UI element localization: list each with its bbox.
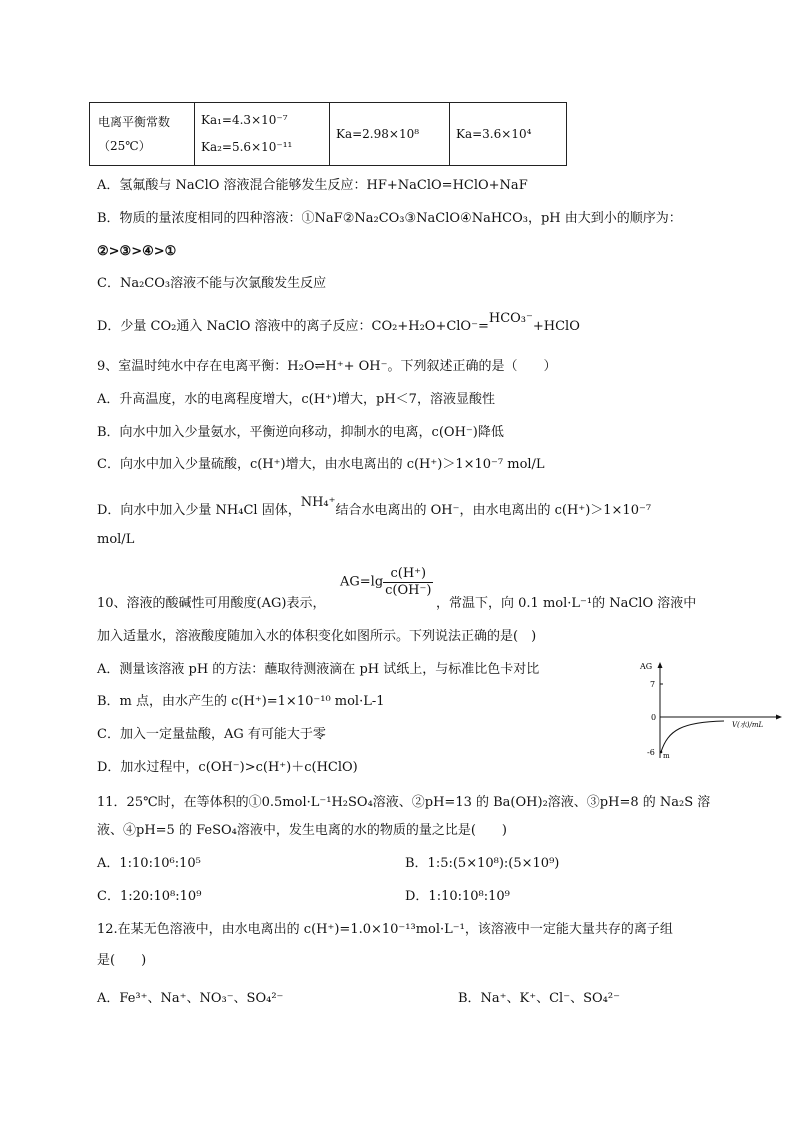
q11-option-d: D．1:10:10⁸:10⁹ bbox=[405, 889, 510, 904]
q10-stem-cont: ，常温下，向 0.1 mol·L⁻¹的 NaClO 溶液中 bbox=[436, 596, 697, 611]
ka2-value: Ka₂=5.6×10⁻¹¹ bbox=[201, 140, 293, 154]
q8-option-d-text: D．少量 CO₂通入 NaClO 溶液中的离子反应：CO₂+H₂O+ClO⁻= bbox=[97, 319, 489, 334]
q11-stem-line2: 液、④pH=5 的 FeSO₄溶液中，发生电离的水的物质的量之比是( ) bbox=[97, 823, 508, 838]
q11-option-b: B．1:5:(5×10⁸):(5×10⁹) bbox=[405, 856, 560, 871]
q9-option-a: A．升高温度，水的电离程度增大，c(H⁺)增大，pH＜7，溶液显酸性 bbox=[97, 392, 495, 407]
q10-option-a: A．测量该溶液 pH 的方法：蘸取待测液滴在 pH 试纸上，与标准比色卡对比 bbox=[97, 662, 540, 677]
hclo-ka-cell: Ka=2.98×10⁸ bbox=[330, 103, 450, 166]
q9-option-b: B．向水中加入少量氨水，平衡逆向移动，抑制水的电离，c(OH⁻)降低 bbox=[97, 425, 504, 440]
ka1-value: Ka₁=4.3×10⁻⁷ bbox=[201, 113, 288, 127]
q9-option-d-text: D．向水中加入少量 NH₄Cl 固体， bbox=[97, 503, 301, 518]
q10-stem: 10、溶液的酸碱性可用酸度(AG)表示， bbox=[97, 596, 326, 611]
q8-option-b-order: ②>③>④>① bbox=[97, 244, 177, 259]
q8-option-a: A．氢氟酸与 NaClO 溶液混合能够发生反应：HF+NaClO=HClO+NaF bbox=[97, 178, 528, 193]
point-m-label: m bbox=[663, 752, 670, 760]
x-axis-arrow bbox=[776, 715, 782, 720]
q8-option-b: B．物质的量浓度相同的四种溶液：①NaF②Na₂CO₃③NaClO④NaHCO₃，pH 由大到小的顺序为： bbox=[97, 211, 682, 226]
q12-option-b: B．Na⁺、K⁺、Cl⁻、SO₄²⁻ bbox=[458, 991, 620, 1006]
q11-option-c: C．1:20:10⁸:10⁹ bbox=[97, 889, 202, 904]
ag-numerator: c(H⁺) bbox=[383, 566, 433, 583]
ag-formula-lhs: AG=lg bbox=[340, 574, 384, 590]
tick-0-label: 0 bbox=[651, 713, 657, 722]
q12-stem-line2: 是( ) bbox=[97, 953, 147, 968]
table-header-cell: 电离平衡常数（25℃） bbox=[90, 103, 195, 166]
q12-stem: 12.在某无色溶液中，由水电离出的 c(H⁺)=1.0×10⁻¹³mol·L⁻¹，该溶液中一定能大量共存的离子组 bbox=[97, 922, 673, 937]
q10-option-d: D．加水过程中，c(OH⁻)>c(H⁺)＋c(HClO) bbox=[97, 760, 358, 775]
ag-denominator: c(OH⁻) bbox=[385, 583, 432, 598]
q10-option-b: B．m 点，由水产生的 c(H⁺)=1×10⁻¹⁰ mol·L-1 bbox=[97, 694, 385, 709]
ag-graph bbox=[638, 658, 788, 766]
q8-option-c: C．Na₂CO₃溶液不能与次氯酸发生反应 bbox=[97, 276, 327, 291]
hf-ka-cell: Ka=3.6×10⁴ bbox=[450, 103, 567, 166]
ag-fraction bbox=[383, 566, 433, 599]
q9-option-d-unit: mol/L bbox=[97, 532, 135, 547]
q12-option-a: A．Fe³⁺、Na⁺、NO₃⁻、SO₄²⁻ bbox=[97, 991, 284, 1006]
y-axis-label: AG bbox=[640, 662, 653, 671]
q10-stem-line2: 加入适量水，溶液酸度随加入水的体积变化如图所示。下列说法正确的是( ) bbox=[97, 629, 537, 644]
q9-option-d bbox=[97, 495, 652, 519]
q11-stem: 11．25℃时，在等体积的①0.5mol·L⁻¹H₂SO₄溶液、②pH=13 的 Ba(OH)₂溶液、③pH=8 的 Na₂S 溶 bbox=[97, 795, 711, 810]
q8-option-d-product: +HClO bbox=[532, 319, 580, 334]
tick-neg6-label: -6 bbox=[647, 748, 655, 757]
q8-option-d bbox=[97, 311, 580, 335]
ag-curve bbox=[661, 721, 724, 752]
ag-formula bbox=[340, 566, 433, 599]
q9-option-d-rest: 结合水电离出的 OH⁻，由水电离出的 c(H⁺)＞1×10⁻⁷ bbox=[335, 503, 652, 518]
y-axis-arrow bbox=[658, 662, 663, 668]
ka-table bbox=[89, 102, 567, 166]
tick-7-label: 7 bbox=[650, 680, 656, 689]
ammonium-ion: NH₄⁺ bbox=[300, 495, 336, 510]
q10-option-c: C．加入一定量盐酸，AG 有可能大于零 bbox=[97, 727, 326, 742]
h2co3-ka-cell bbox=[195, 103, 330, 166]
q9-stem: 9、室温时纯水中存在电离平衡：H₂O⇌H⁺+ OH⁻。下列叙述正确的是（ ） bbox=[97, 359, 557, 374]
x-axis-label: V(水)/mL bbox=[732, 721, 764, 729]
point-m bbox=[660, 751, 663, 754]
bicarbonate-ion: HCO₃⁻ bbox=[488, 311, 533, 326]
q11-option-a: A．1:10:10⁶:10⁵ bbox=[97, 856, 201, 871]
q9-option-c: C．向水中加入少量硫酸，c(H⁺)增大，由水电离出的 c(H⁺)＞1×10⁻⁷ mol/L bbox=[97, 457, 545, 472]
